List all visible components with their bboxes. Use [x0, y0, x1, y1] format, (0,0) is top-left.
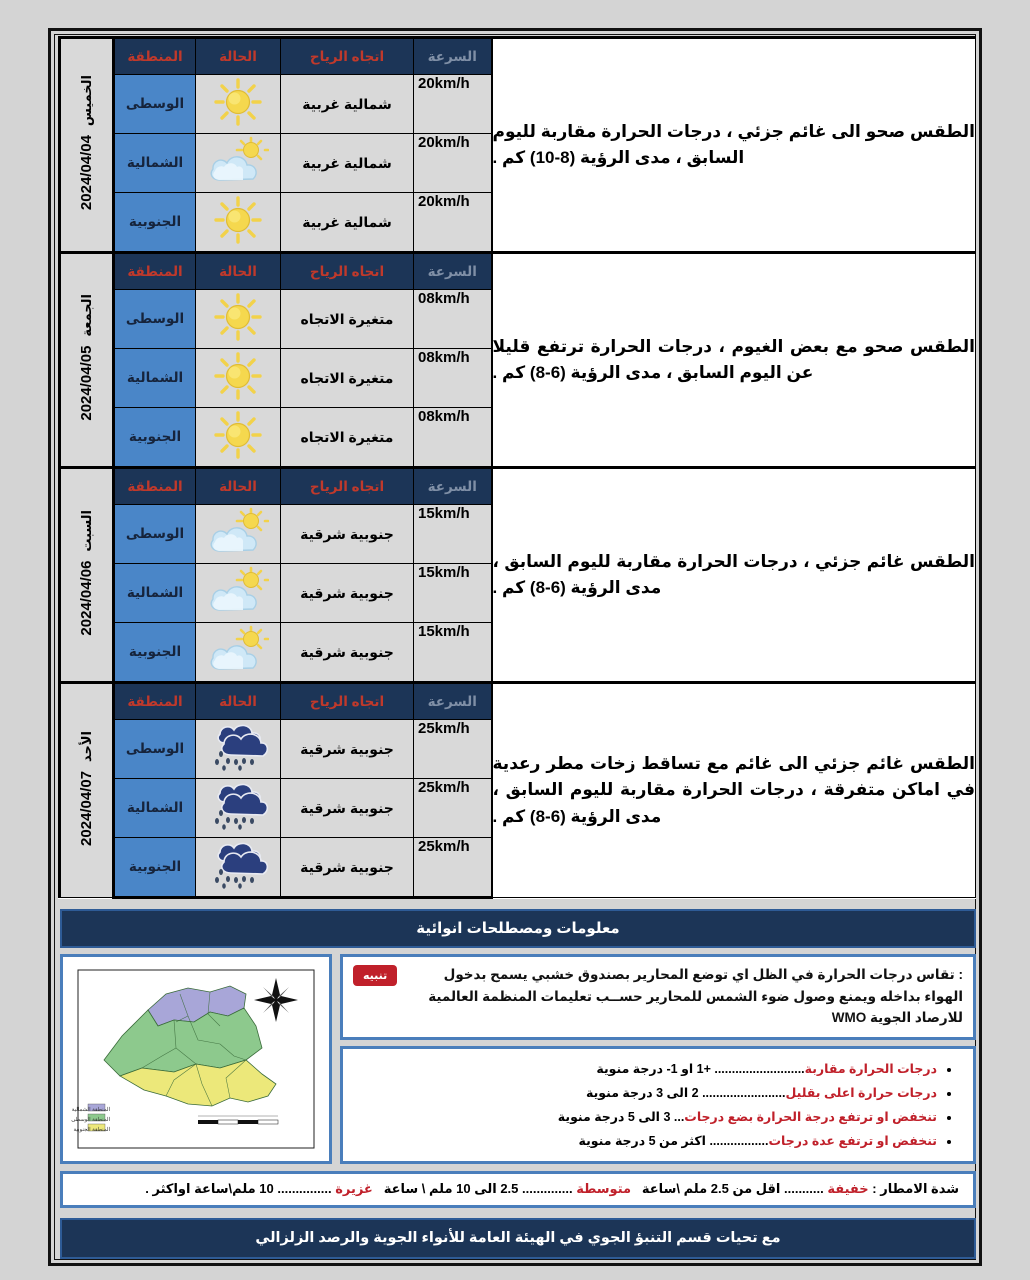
header-region: المنطقة — [114, 38, 196, 75]
document-content — [56, 36, 976, 1259]
header-state: الحالة — [196, 38, 281, 75]
iraq-map-box — [60, 954, 332, 1164]
notice-badge: تنبيه — [353, 965, 397, 986]
forecast-header-row — [60, 253, 976, 290]
term-dots: ................. — [709, 1133, 769, 1148]
region-cell: الجنوبية — [114, 838, 196, 898]
header-state: الحالة — [196, 253, 281, 290]
header-wind-direction: اتجاه الرياح — [281, 38, 414, 75]
rain-level-dots: ........... — [784, 1180, 824, 1196]
rain-intensity-box — [60, 1171, 976, 1208]
term-label: تنخفض او ترتفع درجة الحرارة بضع درجات — [684, 1109, 937, 1124]
rain-levels — [138, 1181, 869, 1196]
terms-list — [353, 1057, 955, 1153]
term-dots: ........................ — [702, 1085, 786, 1100]
rain-level-value: 10 ملم\ساعة اواكثر . — [145, 1180, 274, 1196]
wind-speed-cell: 25km/h — [414, 779, 492, 838]
wind-direction-cell: جنوبية شرقية — [281, 564, 414, 623]
wind-speed-cell: 08km/h — [414, 290, 492, 349]
region-cell: الوسطى — [114, 505, 196, 564]
notice-box — [340, 954, 976, 1040]
weather-state-cell — [196, 193, 281, 253]
partly-cloudy-icon — [207, 136, 269, 186]
header-region: المنطقة — [114, 468, 196, 505]
term-dots: ... — [673, 1109, 685, 1124]
wind-direction-cell: جنوبية شرقية — [281, 838, 414, 898]
partly-cloudy-icon — [207, 566, 269, 616]
rain-level-value: 2.5 الى 10 ملم \ ساعة — [383, 1180, 519, 1196]
region-cell: الجنوبية — [114, 408, 196, 468]
term-value: 3 الى 5 درجة منوية — [557, 1109, 671, 1124]
header-region: المنطقة — [114, 683, 196, 720]
rain-label: شدة الامطار : — [872, 1180, 959, 1196]
sun-icon — [212, 409, 264, 461]
rain-level-name: غزيرة — [335, 1180, 373, 1196]
wind-direction-cell: متغيرة الاتجاه — [281, 290, 414, 349]
header-speed: السرعة — [414, 468, 492, 505]
term-item — [353, 1129, 937, 1153]
header-speed: السرعة — [414, 38, 492, 75]
day-description-cell: الطقس صحو الى غائم جزئي ، درجات الحرارة مقاربة لليوم السابق ، مدى الرؤية (8-10) كم . — [492, 38, 976, 253]
day-date-cell: الجمعة 2024/04/05 — [60, 253, 114, 468]
wind-direction-cell: شمالية غربية — [281, 193, 414, 253]
wind-speed-cell: 08km/h — [414, 349, 492, 408]
wind-direction-cell: متغيرة الاتجاه — [281, 349, 414, 408]
weather-state-cell — [196, 75, 281, 134]
region-cell: الوسطى — [114, 720, 196, 779]
rain-level-name: خفيفة — [827, 1180, 869, 1196]
weather-state-cell — [196, 505, 281, 564]
region-cell: الوسطى — [114, 75, 196, 134]
header-state: الحالة — [196, 468, 281, 505]
rain-level-name: متوسطة — [576, 1180, 632, 1196]
forecast-header-row — [60, 468, 976, 505]
day-date-cell: الأحد 2024/04/07 — [60, 683, 114, 898]
wind-speed-cell: 20km/h — [414, 134, 492, 193]
term-item — [353, 1081, 937, 1105]
rain-level — [635, 1181, 869, 1196]
partly-cloudy-icon — [207, 625, 269, 675]
region-cell: الشمالية — [114, 779, 196, 838]
weather-state-cell — [196, 623, 281, 683]
rain-level — [376, 1181, 634, 1196]
wind-speed-cell: 15km/h — [414, 564, 492, 623]
info-section-title: معلومات ومصطلحات انوائية — [60, 909, 976, 948]
svg-text:المنطقة الوسطى: المنطقة الوسطى — [71, 1116, 110, 1123]
rain-level-dots: ............... — [277, 1180, 332, 1196]
term-label: تنخفض او ترتفع عدة درجات — [768, 1133, 937, 1148]
svg-text:المنطقة الشمالية: المنطقة الشمالية — [71, 1106, 110, 1113]
wind-direction-cell: شمالية غربية — [281, 134, 414, 193]
term-label: درجات الحرارة مقاربة — [804, 1061, 937, 1076]
sun-icon — [212, 194, 264, 246]
header-wind-direction: اتجاه الرياح — [281, 468, 414, 505]
wind-direction-cell: شمالية غربية — [281, 75, 414, 134]
weather-state-cell — [196, 349, 281, 408]
term-label: درجات حرارة اعلى بقليل — [785, 1085, 937, 1100]
forecast-header-row — [60, 683, 976, 720]
wind-speed-cell: 25km/h — [414, 838, 492, 898]
rain-level-dots: .............. — [522, 1180, 573, 1196]
header-speed: السرعة — [414, 253, 492, 290]
svg-text:المنطقة الجنوبية: المنطقة الجنوبية — [73, 1126, 110, 1133]
term-value: 2 الى 3 درجة منوية — [586, 1085, 699, 1100]
day-description-cell: الطقس غائم جزئي الى غائم مع تساقط زخات مطر رعدية في اماكن متفرقة ، درجات الحرارة مقاربة لليوم السابق ، مدى الرؤية (6-8) كم . — [492, 683, 976, 898]
wind-direction-cell: جنوبية شرقية — [281, 505, 414, 564]
footer-bar: مع تحيات قسم التنبؤ الجوي في الهيئة العامة للأنواء الجوية والرصد الزلزالي — [60, 1218, 976, 1259]
weather-state-cell — [196, 779, 281, 838]
wind-speed-cell: 15km/h — [414, 505, 492, 564]
term-value: اكثر من 5 درجة منوية — [578, 1133, 706, 1148]
header-state: الحالة — [196, 683, 281, 720]
wind-direction-cell: جنوبية شرقية — [281, 779, 414, 838]
forecast-header-row — [60, 38, 976, 75]
region-cell: الشمالية — [114, 134, 196, 193]
iraq-map-image — [70, 964, 322, 1154]
map-legend — [71, 1104, 110, 1133]
header-region: المنطقة — [114, 253, 196, 290]
weather-state-cell — [196, 290, 281, 349]
region-cell: الجنوبية — [114, 623, 196, 683]
sun-icon — [212, 76, 264, 128]
partly-cloudy-icon — [207, 507, 269, 557]
wind-speed-cell: 20km/h — [414, 75, 492, 134]
info-section — [60, 909, 976, 1259]
header-wind-direction: اتجاه الرياح — [281, 253, 414, 290]
header-speed: السرعة — [414, 683, 492, 720]
header-wind-direction: اتجاه الرياح — [281, 683, 414, 720]
term-value: +1 او 1- درجة منوية — [596, 1061, 711, 1076]
rain-cloud-icon — [207, 839, 269, 891]
wind-speed-cell: 08km/h — [414, 408, 492, 468]
term-dots: .......................... — [714, 1061, 805, 1076]
wind-speed-cell: 20km/h — [414, 193, 492, 253]
rain-level-value: اقل من 2.5 ملم \ساعة — [641, 1180, 781, 1196]
term-item — [353, 1057, 937, 1081]
terms-box — [340, 1046, 976, 1164]
day-description-cell: الطقس صحو مع بعض الغيوم ، درجات الحرارة ترتفع قليلا عن اليوم السابق ، مدى الرؤية (6-8) كم . — [492, 253, 976, 468]
weather-state-cell — [196, 720, 281, 779]
wind-direction-cell: متغيرة الاتجاه — [281, 408, 414, 468]
info-row — [60, 954, 976, 1164]
wind-direction-cell: جنوبية شرقية — [281, 720, 414, 779]
day-date-cell: السبت 2024/04/06 — [60, 468, 114, 683]
notice-text: : تقاس درجات الحرارة في الظل اي توضع المحارير بصندوق خشبي يسمح بدخول الهواء بداخله ويمنع وصول ضوء الشمس للمحارير حســب تعليمات المنظمة العالمية للارصاد الجوية WMO — [428, 967, 963, 1026]
region-cell: الوسطى — [114, 290, 196, 349]
day-description-cell: الطقس غائم جزئي ، درجات الحرارة مقاربة لليوم السابق ، مدى الرؤية (6-8) كم . — [492, 468, 976, 683]
forecast-table — [58, 36, 976, 899]
sun-icon — [212, 350, 264, 402]
wind-speed-cell: 25km/h — [414, 720, 492, 779]
info-right-column — [340, 954, 976, 1164]
weather-state-cell — [196, 564, 281, 623]
weather-state-cell — [196, 408, 281, 468]
weather-state-cell — [196, 134, 281, 193]
rain-level — [138, 1181, 376, 1196]
region-cell: الشمالية — [114, 349, 196, 408]
sun-icon — [212, 291, 264, 343]
day-date-cell: الخميس 2024/04/04 — [60, 38, 114, 253]
region-cell: الجنوبية — [114, 193, 196, 253]
weather-state-cell — [196, 838, 281, 898]
wind-direction-cell: جنوبية شرقية — [281, 623, 414, 683]
rain-cloud-icon — [207, 721, 269, 773]
wind-speed-cell: 15km/h — [414, 623, 492, 683]
region-cell: الشمالية — [114, 564, 196, 623]
term-item — [353, 1105, 937, 1129]
rain-cloud-icon — [207, 780, 269, 832]
